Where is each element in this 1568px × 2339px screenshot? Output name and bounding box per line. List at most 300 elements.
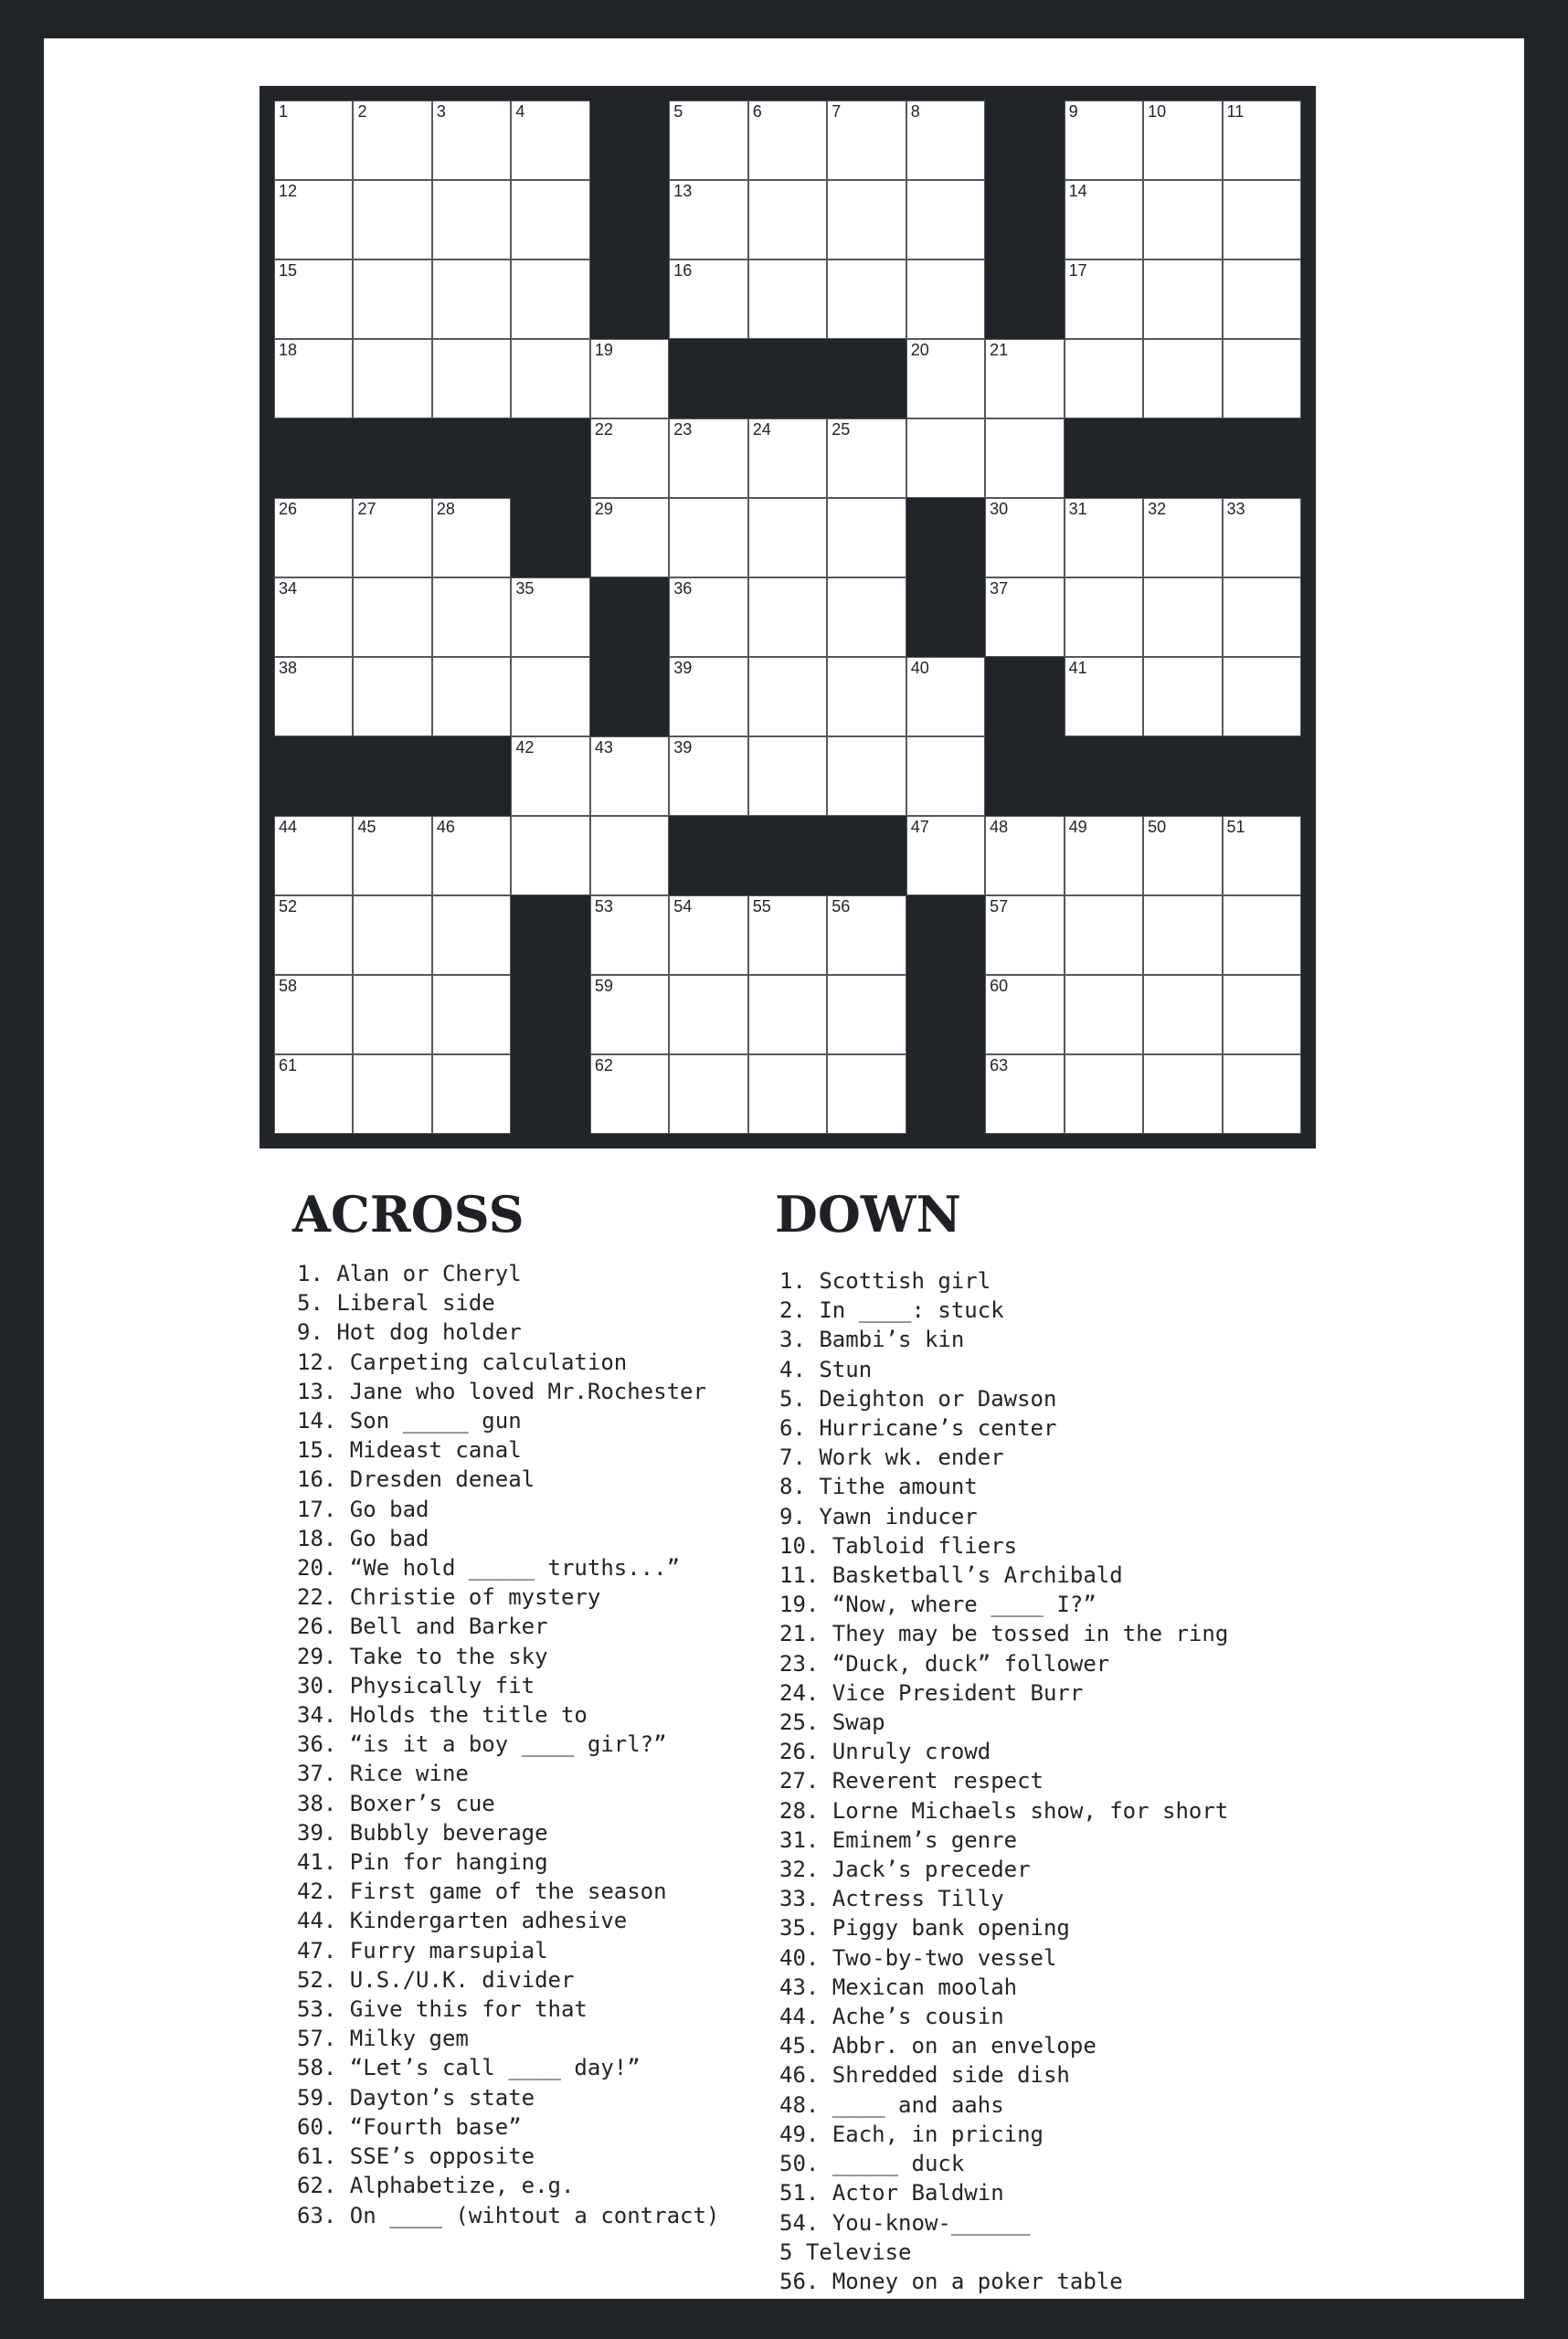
grid-cell-r1c6[interactable] xyxy=(669,101,747,180)
grid-black-cell-r9c13 xyxy=(1223,736,1301,816)
cell-number: 15 xyxy=(279,261,298,280)
across-clue: 41. Pin for hanging xyxy=(297,1849,548,1876)
grid-cell-r10c11[interactable] xyxy=(1065,816,1143,895)
grid-cell-r13c3[interactable] xyxy=(432,1054,511,1134)
down-clue: 54. You-know-______ xyxy=(779,2209,1031,2236)
cell-number: 42 xyxy=(515,738,535,757)
grid-cell-r8c3[interactable] xyxy=(432,657,511,736)
grid-black-cell-r5c3 xyxy=(432,418,511,498)
grid-cell-r2c9[interactable] xyxy=(906,180,985,259)
grid-black-cell-r7c5 xyxy=(590,577,669,657)
cell-number: 31 xyxy=(1068,500,1087,518)
cell-number: 26 xyxy=(279,500,298,518)
grid-cell-r4c10[interactable] xyxy=(985,339,1064,418)
down-clue: 24. Vice President Burr xyxy=(779,1679,1084,1706)
down-clue: 5. Deighton or Dawson xyxy=(779,1385,1057,1412)
grid-cell-r7c8[interactable] xyxy=(827,577,906,657)
grid-black-cell-r11c9 xyxy=(906,895,985,975)
grid-cell-r6c11[interactable] xyxy=(1065,498,1143,577)
down-clue: 45. Abbr. on an envelope xyxy=(779,2033,1097,2059)
grid-black-cell-r5c11 xyxy=(1065,418,1143,498)
grid-cell-r2c1[interactable] xyxy=(274,180,353,259)
cell-number: 6 xyxy=(752,102,762,121)
grid-cell-r4c4[interactable] xyxy=(511,339,589,418)
grid-cell-r6c2[interactable] xyxy=(353,498,431,577)
grid-cell-r3c4[interactable] xyxy=(511,259,589,339)
cell-number: 7 xyxy=(832,102,842,121)
grid-cell-r10c2[interactable] xyxy=(353,816,431,895)
grid-cell-r11c6[interactable] xyxy=(669,895,747,975)
grid-cell-r11c7[interactable] xyxy=(748,895,827,975)
grid-cell-r5c5[interactable] xyxy=(590,418,669,498)
grid-cell-r13c1[interactable] xyxy=(274,1054,353,1134)
grid-cell-r2c2[interactable] xyxy=(353,180,431,259)
cell-number: 16 xyxy=(673,261,693,280)
grid-cell-r10c3[interactable] xyxy=(432,816,511,895)
grid-cell-r8c4[interactable] xyxy=(511,657,589,736)
grid-cell-r8c7[interactable] xyxy=(748,657,827,736)
grid-black-cell-r5c13 xyxy=(1223,418,1301,498)
cell-number: 63 xyxy=(990,1056,1009,1074)
down-clue: 25. Swap xyxy=(779,1709,885,1736)
grid-cell-r5c8[interactable] xyxy=(827,418,906,498)
across-clue: 17. Go bad xyxy=(297,1496,429,1522)
cell-number: 4 xyxy=(515,102,525,121)
grid-cell-r12c12[interactable] xyxy=(1143,975,1222,1054)
grid-black-cell-r5c12 xyxy=(1143,418,1222,498)
grid-cell-r7c2[interactable] xyxy=(353,577,431,657)
across-clue: 34. Holds the title to xyxy=(297,1702,588,1729)
down-clue: 40. Two-by-two vessel xyxy=(779,1944,1057,1971)
grid-black-cell-r3c5 xyxy=(590,259,669,339)
cell-number: 5 xyxy=(673,102,683,121)
grid-cell-r12c1[interactable] xyxy=(274,975,353,1054)
grid-cell-r8c8[interactable] xyxy=(827,657,906,736)
grid-cell-r6c1[interactable] xyxy=(274,498,353,577)
grid-cell-r11c8[interactable] xyxy=(827,895,906,975)
grid-black-cell-r9c11 xyxy=(1065,736,1143,816)
grid-black-cell-r9c1 xyxy=(274,736,353,816)
grid-black-cell-r8c5 xyxy=(590,657,669,736)
down-clue: 26. Unruly crowd xyxy=(779,1739,991,1765)
across-header: ACROSS xyxy=(292,1185,524,1244)
cell-number: 32 xyxy=(1148,500,1167,518)
crossword-cells xyxy=(274,101,1301,1134)
cell-number: 2 xyxy=(357,102,367,121)
cell-number: 12 xyxy=(279,182,298,200)
grid-cell-r12c13[interactable] xyxy=(1223,975,1301,1054)
grid-black-cell-r4c6 xyxy=(669,339,747,418)
cell-number: 40 xyxy=(910,659,929,677)
grid-cell-r7c3[interactable] xyxy=(432,577,511,657)
grid-cell-r1c7[interactable] xyxy=(748,101,827,180)
across-clue: 20. “We hold _____ truths...” xyxy=(297,1555,681,1582)
grid-cell-r2c12[interactable] xyxy=(1143,180,1222,259)
grid-black-cell-r4c8 xyxy=(827,339,906,418)
grid-cell-r5c6[interactable] xyxy=(669,418,747,498)
grid-cell-r12c8[interactable] xyxy=(827,975,906,1054)
cell-number: 49 xyxy=(1068,818,1087,836)
down-clue: 1. Scottish girl xyxy=(779,1268,991,1294)
grid-black-cell-r5c1 xyxy=(274,418,353,498)
grid-cell-r3c11[interactable] xyxy=(1065,259,1143,339)
grid-cell-r13c11[interactable] xyxy=(1065,1054,1143,1134)
grid-cell-r12c5[interactable] xyxy=(590,975,669,1054)
cell-number: 11 xyxy=(1226,102,1245,121)
cell-number: 48 xyxy=(990,818,1009,836)
grid-cell-r7c12[interactable] xyxy=(1143,577,1222,657)
grid-cell-r13c2[interactable] xyxy=(353,1054,431,1134)
grid-black-cell-r9c12 xyxy=(1143,736,1222,816)
cell-number: 19 xyxy=(594,341,613,359)
down-clue: 10. Tabloid fliers xyxy=(779,1532,1018,1559)
grid-cell-r3c8[interactable] xyxy=(827,259,906,339)
grid-cell-r13c12[interactable] xyxy=(1143,1054,1222,1134)
grid-black-cell-r13c9 xyxy=(906,1054,985,1134)
across-clue: 47. Furry marsupial xyxy=(297,1937,548,1963)
grid-cell-r3c12[interactable] xyxy=(1143,259,1222,339)
cell-number: 39 xyxy=(673,738,693,757)
grid-cell-r13c7[interactable] xyxy=(748,1054,827,1134)
cell-number: 38 xyxy=(279,659,298,677)
grid-black-cell-r10c8 xyxy=(827,816,906,895)
across-clue: 36. “is it a boy ____ girl?” xyxy=(297,1731,667,1758)
down-clue: 8. Tithe amount xyxy=(779,1474,978,1500)
grid-cell-r3c6[interactable] xyxy=(669,259,747,339)
grid-cell-r10c12[interactable] xyxy=(1143,816,1222,895)
grid-cell-r5c10[interactable] xyxy=(985,418,1064,498)
across-clue: 9. Hot dog holder xyxy=(297,1319,522,1346)
grid-cell-r6c3[interactable] xyxy=(432,498,511,577)
grid-cell-r9c4[interactable] xyxy=(511,736,589,816)
grid-cell-r4c12[interactable] xyxy=(1143,339,1222,418)
cell-number: 53 xyxy=(594,897,613,915)
grid-cell-r10c10[interactable] xyxy=(985,816,1064,895)
down-header: DOWN xyxy=(775,1185,961,1244)
across-clue: 59. Dayton’s state xyxy=(297,2084,535,2111)
cell-number: 55 xyxy=(752,897,771,915)
down-clue: 32. Jack’s preceder xyxy=(779,1857,1031,1883)
grid-black-cell-r1c5 xyxy=(590,101,669,180)
grid-cell-r2c8[interactable] xyxy=(827,180,906,259)
cell-number: 41 xyxy=(1068,659,1087,677)
cell-number: 18 xyxy=(279,341,298,359)
grid-cell-r3c7[interactable] xyxy=(748,259,827,339)
cell-number: 46 xyxy=(436,818,455,836)
cell-number: 35 xyxy=(515,579,535,598)
grid-black-cell-r2c10 xyxy=(985,180,1064,259)
grid-cell-r7c7[interactable] xyxy=(748,577,827,657)
grid-cell-r3c9[interactable] xyxy=(906,259,985,339)
across-clue: 57. Milky gem xyxy=(297,2026,469,2052)
grid-black-cell-r8c10 xyxy=(985,657,1064,736)
down-clue: 21. They may be tossed in the ring xyxy=(779,1621,1229,1647)
cell-number: 30 xyxy=(990,500,1009,518)
grid-cell-r1c1[interactable] xyxy=(274,101,353,180)
grid-cell-r12c7[interactable] xyxy=(748,975,827,1054)
grid-cell-r1c2[interactable] xyxy=(353,101,431,180)
cell-number: 51 xyxy=(1226,818,1245,836)
grid-cell-r6c8[interactable] xyxy=(827,498,906,577)
grid-cell-r6c12[interactable] xyxy=(1143,498,1222,577)
cell-number: 34 xyxy=(279,579,298,598)
down-clue: 27. Reverent respect xyxy=(779,1768,1044,1794)
grid-cell-r8c6[interactable] xyxy=(669,657,747,736)
grid-black-cell-r4c7 xyxy=(748,339,827,418)
across-clue: 26. Bell and Barker xyxy=(297,1614,548,1640)
across-clue: 30. Physically fit xyxy=(297,1672,535,1699)
cell-number: 25 xyxy=(832,420,851,439)
grid-cell-r12c3[interactable] xyxy=(432,975,511,1054)
grid-cell-r7c13[interactable] xyxy=(1223,577,1301,657)
grid-cell-r7c6[interactable] xyxy=(669,577,747,657)
cell-number: 45 xyxy=(357,818,376,836)
cell-number: 27 xyxy=(357,500,376,518)
grid-cell-r7c1[interactable] xyxy=(274,577,353,657)
grid-cell-r6c10[interactable] xyxy=(985,498,1064,577)
grid-cell-r8c11[interactable] xyxy=(1065,657,1143,736)
grid-black-cell-r3c10 xyxy=(985,259,1064,339)
down-clue: 50. _____ duck xyxy=(779,2151,965,2177)
across-clue-list xyxy=(297,1259,719,2230)
grid-cell-r11c10[interactable] xyxy=(985,895,1064,975)
grid-cell-r6c7[interactable] xyxy=(748,498,827,577)
cell-number: 36 xyxy=(673,579,693,598)
cell-number: 1 xyxy=(279,102,289,121)
grid-cell-r4c1[interactable] xyxy=(274,339,353,418)
cell-number: 10 xyxy=(1148,102,1167,121)
across-clue: 52. U.S./U.K. divider xyxy=(297,1966,575,1993)
grid-cell-r2c7[interactable] xyxy=(748,180,827,259)
grid-cell-r10c1[interactable] xyxy=(274,816,353,895)
grid-cell-r1c4[interactable] xyxy=(511,101,589,180)
grid-cell-r10c5[interactable] xyxy=(590,816,669,895)
down-clue: 2. In ____: stuck xyxy=(779,1297,1004,1324)
grid-cell-r3c13[interactable] xyxy=(1223,259,1301,339)
cell-number: 17 xyxy=(1068,261,1087,280)
down-clue: 4. Stun xyxy=(779,1356,873,1382)
grid-cell-r3c3[interactable] xyxy=(432,259,511,339)
across-clue: 14. Son _____ gun xyxy=(297,1408,522,1434)
grid-cell-r2c13[interactable] xyxy=(1223,180,1301,259)
grid-black-cell-r5c4 xyxy=(511,418,589,498)
grid-cell-r3c1[interactable] xyxy=(274,259,353,339)
grid-black-cell-r5c2 xyxy=(353,418,431,498)
down-clue: 19. “Now, where ____ I?” xyxy=(779,1592,1097,1618)
across-clue: 39. Bubbly beverage xyxy=(297,1819,548,1846)
down-clue: 48. ____ and aahs xyxy=(779,2091,1004,2118)
puzzle-page xyxy=(44,38,1524,2299)
grid-black-cell-r12c9 xyxy=(906,975,985,1054)
across-clue: 58. “Let’s call ____ day!” xyxy=(297,2055,641,2081)
cell-number: 39 xyxy=(673,659,693,677)
grid-cell-r13c8[interactable] xyxy=(827,1054,906,1134)
across-clue: 37. Rice wine xyxy=(297,1761,469,1787)
cell-number: 58 xyxy=(279,977,298,995)
grid-cell-r1c3[interactable] xyxy=(432,101,511,180)
down-clue: 51. Actor Baldwin xyxy=(779,2180,1004,2207)
grid-cell-r12c10[interactable] xyxy=(985,975,1064,1054)
grid-black-cell-r2c5 xyxy=(590,180,669,259)
down-clue: 56. Money on a poker table xyxy=(779,2268,1123,2294)
down-clue: 28. Lorne Michaels show, for short xyxy=(779,1797,1229,1824)
grid-cell-r5c7[interactable] xyxy=(748,418,827,498)
grid-cell-r9c9[interactable] xyxy=(906,736,985,816)
grid-cell-r8c13[interactable] xyxy=(1223,657,1301,736)
grid-cell-r2c6[interactable] xyxy=(669,180,747,259)
grid-cell-r12c6[interactable] xyxy=(669,975,747,1054)
grid-cell-r4c13[interactable] xyxy=(1223,339,1301,418)
cell-number: 22 xyxy=(594,420,613,439)
grid-cell-r4c2[interactable] xyxy=(353,339,431,418)
grid-cell-r5c9[interactable] xyxy=(906,418,985,498)
cell-number: 8 xyxy=(910,102,920,121)
cell-number: 56 xyxy=(832,897,851,915)
grid-cell-r9c5[interactable] xyxy=(590,736,669,816)
grid-cell-r12c2[interactable] xyxy=(353,975,431,1054)
grid-cell-r6c13[interactable] xyxy=(1223,498,1301,577)
cell-number: 43 xyxy=(594,738,613,757)
grid-cell-r11c2[interactable] xyxy=(353,895,431,975)
cell-number: 24 xyxy=(752,420,771,439)
across-clue: 44. Kindergarten adhesive xyxy=(297,1908,628,1934)
cell-number: 9 xyxy=(1068,102,1078,121)
grid-cell-r11c1[interactable] xyxy=(274,895,353,975)
grid-cell-r8c12[interactable] xyxy=(1143,657,1222,736)
grid-cell-r8c1[interactable] xyxy=(274,657,353,736)
grid-cell-r1c11[interactable] xyxy=(1065,101,1143,180)
grid-cell-r2c4[interactable] xyxy=(511,180,589,259)
grid-cell-r1c9[interactable] xyxy=(906,101,985,180)
down-clue: 6. Hurricane’s center xyxy=(779,1415,1057,1442)
across-clue: 53. Give this for that xyxy=(297,1996,588,2023)
grid-black-cell-r9c2 xyxy=(353,736,431,816)
grid-black-cell-r7c9 xyxy=(906,577,985,657)
down-clue: 7. Work wk. ender xyxy=(779,1445,1004,1471)
grid-cell-r12c11[interactable] xyxy=(1065,975,1143,1054)
across-clue: 29. Take to the sky xyxy=(297,1643,548,1669)
across-clue: 60. “Fourth base” xyxy=(297,2113,522,2140)
cell-number: 60 xyxy=(990,977,1009,995)
grid-cell-r2c3[interactable] xyxy=(432,180,511,259)
grid-cell-r2c11[interactable] xyxy=(1065,180,1143,259)
grid-black-cell-r1c10 xyxy=(985,101,1064,180)
grid-cell-r4c3[interactable] xyxy=(432,339,511,418)
grid-cell-r13c5[interactable] xyxy=(590,1054,669,1134)
grid-black-cell-r10c6 xyxy=(669,816,747,895)
grid-cell-r11c11[interactable] xyxy=(1065,895,1143,975)
down-clue: 31. Eminem’s genre xyxy=(779,1826,1018,1853)
grid-black-cell-r9c10 xyxy=(985,736,1064,816)
grid-cell-r13c13[interactable] xyxy=(1223,1054,1301,1134)
grid-cell-r8c9[interactable] xyxy=(906,657,985,736)
across-clue: 16. Dresden deneal xyxy=(297,1466,535,1493)
cell-number: 59 xyxy=(594,977,613,995)
grid-cell-r7c10[interactable] xyxy=(985,577,1064,657)
cell-number: 44 xyxy=(279,818,298,836)
grid-cell-r13c10[interactable] xyxy=(985,1054,1064,1134)
grid-cell-r9c8[interactable] xyxy=(827,736,906,816)
grid-black-cell-r12c4 xyxy=(511,975,589,1054)
cell-number: 57 xyxy=(990,897,1009,915)
across-clue: 12. Carpeting calculation xyxy=(297,1349,628,1375)
across-clue: 13. Jane who loved Mr.Rochester xyxy=(297,1378,706,1404)
across-clue: 15. Mideast canal xyxy=(297,1437,522,1464)
cell-number: 37 xyxy=(990,579,1009,598)
grid-cell-r9c6[interactable] xyxy=(669,736,747,816)
grid-cell-r6c5[interactable] xyxy=(590,498,669,577)
down-clue: 35. Piggy bank opening xyxy=(779,1915,1070,1942)
grid-cell-r1c12[interactable] xyxy=(1143,101,1222,180)
across-clue: 42. First game of the season xyxy=(297,1879,667,1905)
grid-black-cell-r6c9 xyxy=(906,498,985,577)
across-clue: 63. On ____ (wihtout a contract) xyxy=(297,2202,720,2228)
down-clue: 5 Televise xyxy=(779,2238,912,2265)
grid-cell-r10c4[interactable] xyxy=(511,816,589,895)
cell-number: 47 xyxy=(910,818,929,836)
grid-cell-r11c13[interactable] xyxy=(1223,895,1301,975)
grid-cell-r4c5[interactable] xyxy=(590,339,669,418)
down-clue-list xyxy=(779,1266,1228,2296)
cell-number: 23 xyxy=(673,420,693,439)
cell-number: 52 xyxy=(279,897,298,915)
grid-black-cell-r11c4 xyxy=(511,895,589,975)
grid-cell-r1c8[interactable] xyxy=(827,101,906,180)
grid-black-cell-r9c3 xyxy=(432,736,511,816)
grid-cell-r4c11[interactable] xyxy=(1065,339,1143,418)
crossword-grid xyxy=(260,86,1316,1148)
grid-cell-r8c2[interactable] xyxy=(353,657,431,736)
cell-number: 62 xyxy=(594,1056,613,1074)
cell-number: 14 xyxy=(1068,182,1087,200)
grid-cell-r7c4[interactable] xyxy=(511,577,589,657)
grid-cell-r10c13[interactable] xyxy=(1223,816,1301,895)
grid-cell-r11c12[interactable] xyxy=(1143,895,1222,975)
across-clue: 62. Alphabetize, e.g. xyxy=(297,2173,575,2199)
grid-cell-r13c6[interactable] xyxy=(669,1054,747,1134)
cell-number: 21 xyxy=(990,341,1009,359)
grid-cell-r7c11[interactable] xyxy=(1065,577,1143,657)
grid-cell-r10c9[interactable] xyxy=(906,816,985,895)
cell-number: 54 xyxy=(673,897,693,915)
grid-cell-r1c13[interactable] xyxy=(1223,101,1301,180)
grid-cell-r11c5[interactable] xyxy=(590,895,669,975)
down-clue: 11. Basketball’s Archibald xyxy=(779,1562,1123,1589)
down-clue: 23. “Duck, duck” follower xyxy=(779,1650,1110,1677)
cell-number: 20 xyxy=(910,341,929,359)
grid-cell-r11c3[interactable] xyxy=(432,895,511,975)
across-clue: 38. Boxer’s cue xyxy=(297,1790,495,1816)
cell-number: 29 xyxy=(594,500,613,518)
grid-cell-r6c6[interactable] xyxy=(669,498,747,577)
grid-black-cell-r6c4 xyxy=(511,498,589,577)
across-clue: 18. Go bad xyxy=(297,1525,429,1551)
grid-black-cell-r10c7 xyxy=(748,816,827,895)
down-clue: 33. Actress Tilly xyxy=(779,1886,1004,1912)
down-clue: 46. Shredded side dish xyxy=(779,2062,1070,2089)
down-clue: 43. Mexican moolah xyxy=(779,1974,1018,2000)
cell-number: 3 xyxy=(436,102,446,121)
grid-cell-r4c9[interactable] xyxy=(906,339,985,418)
cell-number: 33 xyxy=(1226,500,1245,518)
cell-number: 50 xyxy=(1148,818,1167,836)
grid-cell-r9c7[interactable] xyxy=(748,736,827,816)
down-clue: 44. Ache’s cousin xyxy=(779,2004,1004,2030)
cell-number: 28 xyxy=(436,500,455,518)
across-clue: 1. Alan or Cheryl xyxy=(297,1261,522,1286)
down-clue: 3. Bambi’s kin xyxy=(779,1327,965,1353)
grid-cell-r3c2[interactable] xyxy=(353,259,431,339)
